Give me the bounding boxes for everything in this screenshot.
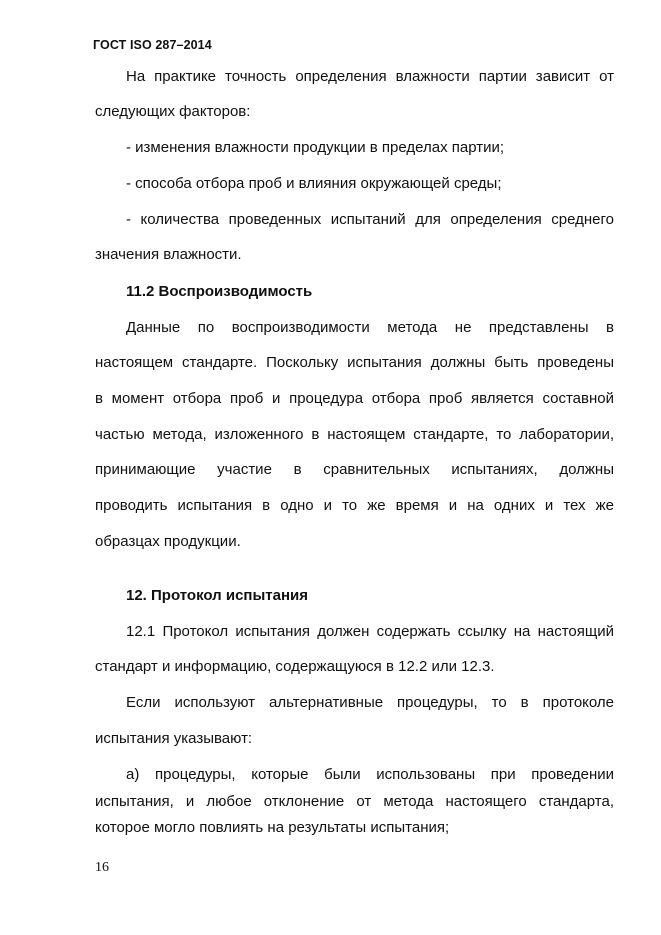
- paragraph-factors-line-2: следующих факторов:: [95, 103, 251, 120]
- paragraph-alternative-line-1: Если используют альтернативные процедуры, то в протоколе: [126, 694, 614, 711]
- list-item-sampling-method: - способа отбора проб и влияния окружающей среды;: [126, 175, 502, 192]
- list-item-test-count-line-1: - количества проведенных испытаний для определения среднего: [126, 211, 614, 228]
- paragraph-report-line-1: 12.1 Протокол испытания должен содержать ссылку на настоящий: [126, 623, 614, 640]
- paragraph-reproducibility-line-5: принимающие участие в сравнительных испытаниях, должны: [95, 461, 614, 478]
- paragraph-reproducibility-line-4: частью метода, изложенного в настоящем стандарте, то лаборатории,: [95, 426, 614, 443]
- paragraph-reproducibility-line-2: настоящем стандарте. Поскольку испытания должны быть проведены: [95, 354, 614, 371]
- list-item-humidity-variation: - изменения влажности продукции в пределах партии;: [126, 139, 505, 156]
- section-heading-test-report: 12. Протокол испытания: [126, 587, 309, 604]
- paragraph-reproducibility-line-6: проводить испытания в одно и то же время и на одних и тех же: [95, 497, 614, 514]
- page-number: 16: [95, 860, 109, 875]
- list-item-test-count-line-2: значения влажности.: [95, 246, 242, 263]
- paragraph-reproducibility-line-7: образцах продукции.: [95, 533, 241, 550]
- paragraph-reproducibility-line-3: в момент отбора проб и процедура отбора проб является составной: [95, 390, 614, 407]
- list-item-a-line-3: которое могло повлиять на результаты испытания;: [95, 819, 450, 836]
- paragraph-factors-line-1: На практике точность определения влажности партии зависит от: [126, 68, 614, 85]
- section-heading-reproducibility: 11.2 Воспроизводимость: [126, 283, 313, 300]
- page-header: ГОСТ ISO 287–2014: [93, 38, 212, 52]
- paragraph-reproducibility-line-1: Данные по воспроизводимости метода не представлены в: [126, 319, 614, 336]
- paragraph-alternative-line-2: испытания указывают:: [95, 730, 253, 747]
- list-item-a-line-1: а) процедуры, которые были использованы при проведении: [126, 766, 614, 783]
- list-item-a-line-2: испытания, и любое отклонение от метода настоящего стандарта,: [95, 793, 614, 810]
- paragraph-report-line-2: стандарт и информацию, содержащуюся в 12.2 или 12.3.: [95, 658, 495, 675]
